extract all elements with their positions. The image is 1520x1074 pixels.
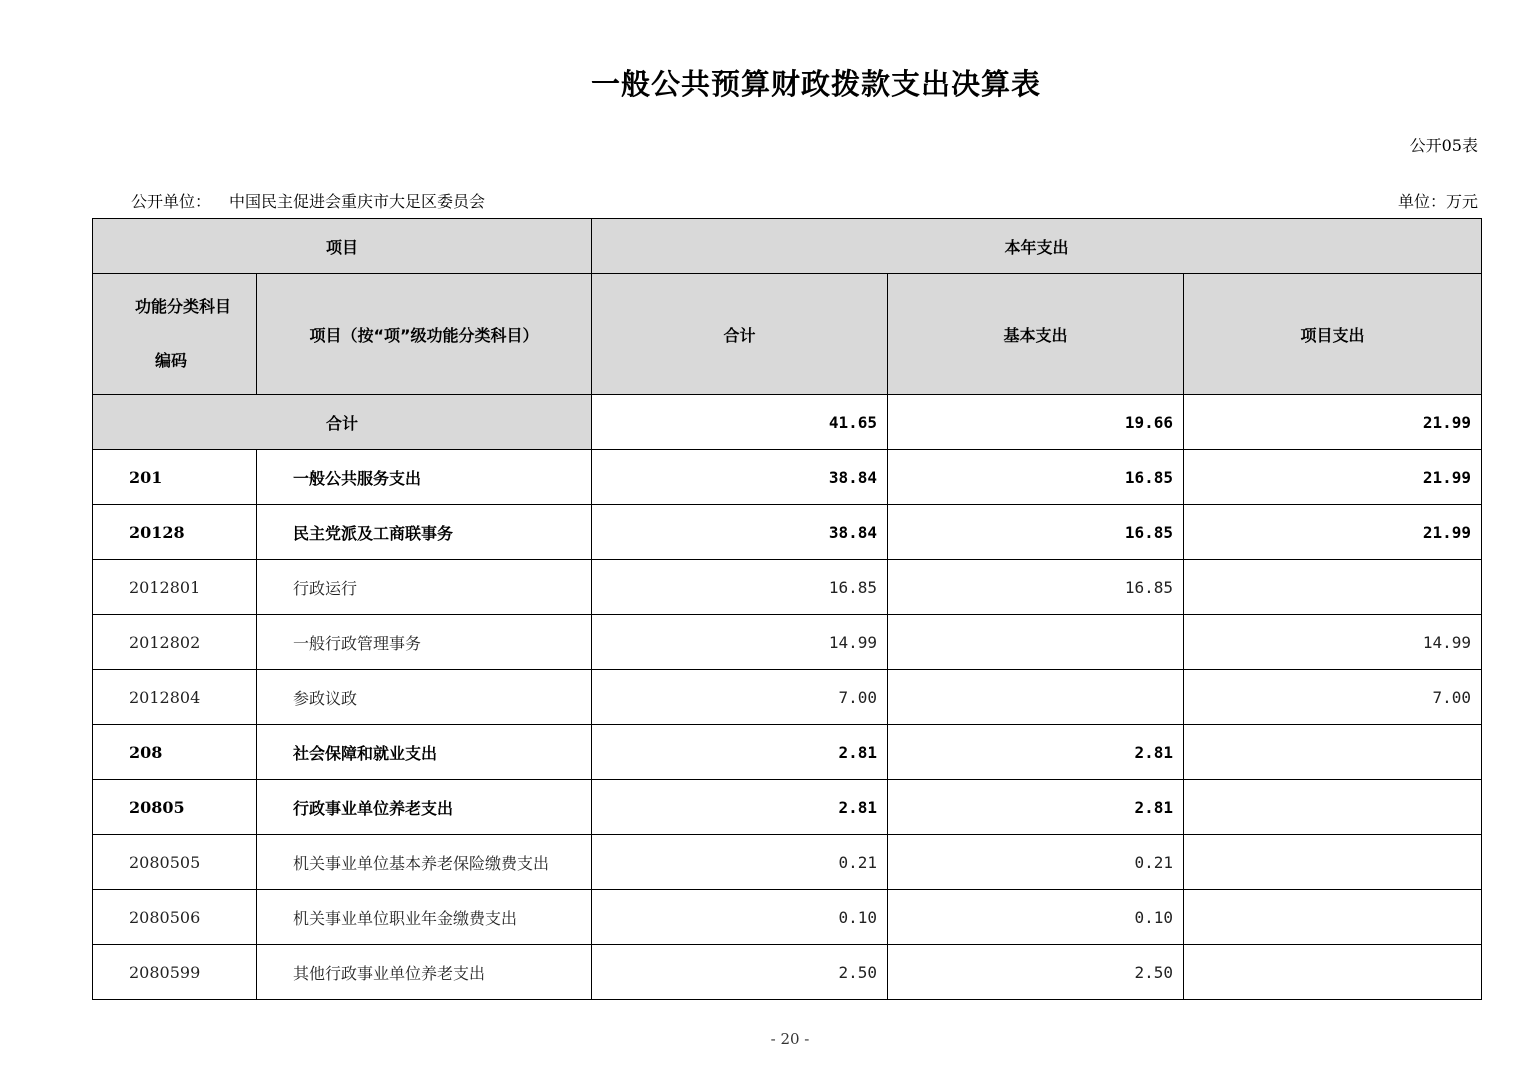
- unit-label: 公开单位：: [131, 192, 212, 211]
- header-func-code-line2: 编码: [155, 351, 188, 370]
- header-project-expense: 项目支出: [1184, 274, 1482, 395]
- row-basic: 2.81: [888, 725, 1184, 780]
- form-code: 公开05表: [1409, 136, 1478, 155]
- table-row: [93, 835, 1482, 890]
- row-project: [1184, 835, 1482, 890]
- row-name: 机关事业单位基本养老保险缴费支出: [257, 835, 592, 890]
- header-total: 合计: [592, 274, 888, 395]
- header-func-code: [93, 274, 257, 395]
- row-code: 2080506: [93, 890, 257, 945]
- header-row-1: [93, 219, 1482, 274]
- header-row-2: [93, 274, 1482, 395]
- table-row: [93, 560, 1482, 615]
- row-project: 21.99: [1184, 505, 1482, 560]
- row-project: [1184, 945, 1482, 1000]
- row-basic: 2.81: [888, 780, 1184, 835]
- total-row-basic: 19.66: [888, 395, 1184, 450]
- row-name: 参政议政: [257, 670, 592, 725]
- row-code: 2012801: [93, 560, 257, 615]
- header-func-code-line1: 功能分类科目: [135, 297, 232, 316]
- row-total: 2.81: [592, 725, 888, 780]
- unit-name: 中国民主促进会重庆市大足区委员会: [229, 192, 486, 211]
- table-row: [93, 670, 1482, 725]
- row-name: 其他行政事业单位养老支出: [257, 945, 592, 1000]
- table-row: [93, 725, 1482, 780]
- expense-table: [92, 218, 1482, 1000]
- row-project: 7.00: [1184, 670, 1482, 725]
- row-name: 行政运行: [257, 560, 592, 615]
- row-project: 21.99: [1184, 450, 1482, 505]
- row-code: 2012802: [93, 615, 257, 670]
- header-basic: 基本支出: [888, 274, 1184, 395]
- row-name: 机关事业单位职业年金缴费支出: [257, 890, 592, 945]
- row-basic: 0.10: [888, 890, 1184, 945]
- total-row-total: 41.65: [592, 395, 888, 450]
- row-total: 2.50: [592, 945, 888, 1000]
- row-code: 208: [93, 725, 257, 780]
- row-project: [1184, 780, 1482, 835]
- row-name: 行政事业单位养老支出: [257, 780, 592, 835]
- row-total: 38.84: [592, 450, 888, 505]
- table-row: [93, 505, 1482, 560]
- total-row-project: 21.99: [1184, 395, 1482, 450]
- row-project: 14.99: [1184, 615, 1482, 670]
- row-basic: 16.85: [888, 450, 1184, 505]
- header-item-name: 项目（按“项”级功能分类科目）: [257, 274, 592, 395]
- row-code: 2012804: [93, 670, 257, 725]
- row-total: 14.99: [592, 615, 888, 670]
- row-code: 201: [93, 450, 257, 505]
- page-title: 一般公共预算财政拨款支出决算表: [590, 67, 1041, 101]
- header-this-year-expense: 本年支出: [592, 219, 1482, 274]
- table-row: [93, 615, 1482, 670]
- row-name: 民主党派及工商联事务: [257, 505, 592, 560]
- row-code: 2080599: [93, 945, 257, 1000]
- row-name: 社会保障和就业支出: [257, 725, 592, 780]
- row-basic: [888, 670, 1184, 725]
- page-number: - 20 -: [770, 1030, 810, 1048]
- table-row: [93, 780, 1482, 835]
- table-row: [93, 450, 1482, 505]
- row-code: 2080505: [93, 835, 257, 890]
- row-code: 20128: [93, 505, 257, 560]
- header-project: 项目: [93, 219, 592, 274]
- row-name: 一般公共服务支出: [257, 450, 592, 505]
- row-project: [1184, 890, 1482, 945]
- row-total: 38.84: [592, 505, 888, 560]
- row-project: [1184, 560, 1482, 615]
- row-total: 7.00: [592, 670, 888, 725]
- row-basic: 16.85: [888, 560, 1184, 615]
- row-basic: [888, 615, 1184, 670]
- table-row: [93, 945, 1482, 1000]
- currency-unit: 单位：万元: [1397, 192, 1478, 211]
- row-basic: 2.50: [888, 945, 1184, 1000]
- total-row-label: 合计: [93, 395, 592, 450]
- row-name: 一般行政管理事务: [257, 615, 592, 670]
- row-total: 16.85: [592, 560, 888, 615]
- row-total: 2.81: [592, 780, 888, 835]
- row-basic: 16.85: [888, 505, 1184, 560]
- row-total: 0.21: [592, 835, 888, 890]
- row-project: [1184, 725, 1482, 780]
- unit-line: [131, 189, 485, 212]
- row-total: 0.10: [592, 890, 888, 945]
- row-basic: 0.21: [888, 835, 1184, 890]
- row-code: 20805: [93, 780, 257, 835]
- total-row: [93, 395, 1482, 450]
- table-row: [93, 890, 1482, 945]
